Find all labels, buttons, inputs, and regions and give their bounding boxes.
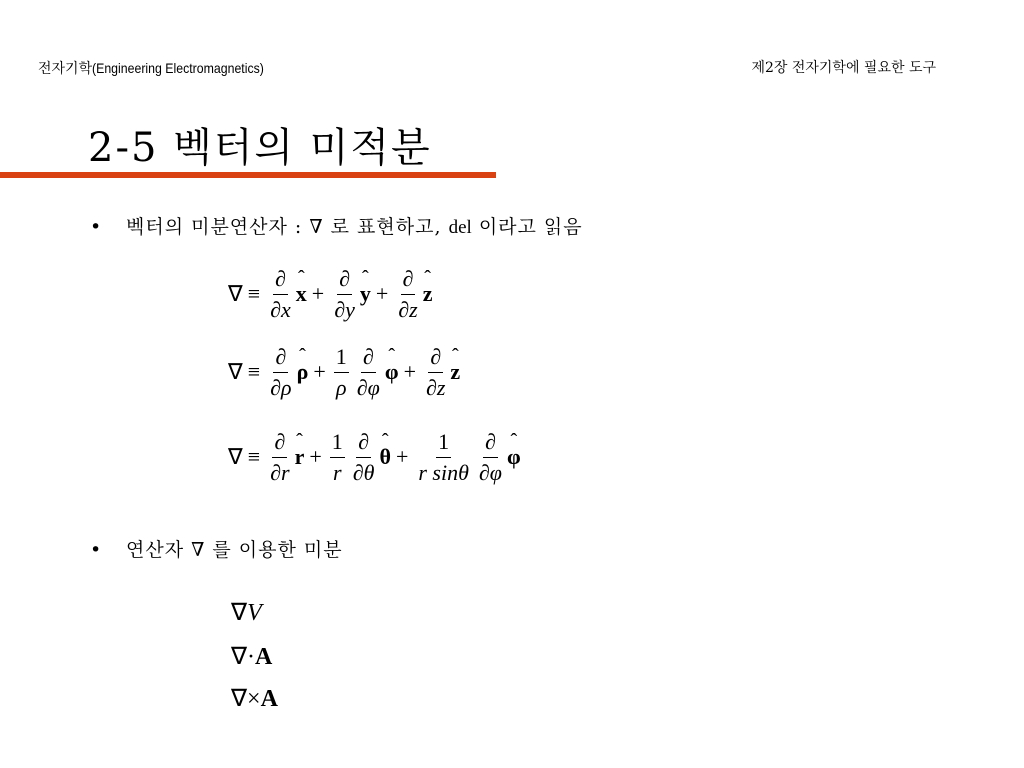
- fraction-numerator: ∂: [428, 342, 443, 373]
- bullet-text: 벡터의 미분연산자 : ∇ 로 표현하고,: [126, 216, 449, 238]
- fraction: [268, 427, 291, 488]
- fraction-numerator: 1: [334, 342, 349, 373]
- bullet-del-derivatives: [90, 537, 343, 563]
- bullet-dot: •: [90, 216, 102, 238]
- nabla-symbol: ∇: [228, 444, 243, 469]
- fraction-numerator: ∂: [273, 264, 288, 295]
- equation-del-cartesian: [228, 258, 432, 330]
- operator-operand: A: [260, 686, 278, 712]
- plus-symbol: +: [403, 359, 416, 384]
- fraction: [268, 342, 293, 403]
- fraction: [351, 427, 377, 488]
- nabla-symbol: ∇: [228, 359, 243, 384]
- fraction-denominator: ∂z: [425, 374, 446, 400]
- fraction-numerator: ∂: [337, 264, 352, 295]
- unit-vector-r: ˆ r: [295, 444, 305, 470]
- fraction-denominator: ∂φ: [356, 374, 380, 400]
- plus-symbol: +: [395, 444, 409, 469]
- plus-symbol: +: [311, 281, 325, 306]
- course-title-korean: 전자기학: [38, 61, 93, 77]
- fraction-denominator: ∂φ: [478, 459, 502, 485]
- fraction-numerator: ∂: [401, 264, 416, 295]
- fraction-numerator: ∂: [272, 427, 287, 458]
- fraction: [330, 427, 345, 488]
- fraction-denominator: ∂θ: [352, 459, 375, 485]
- fraction-numerator: ∂: [361, 342, 376, 373]
- unit-vector-x: ˆ x: [296, 281, 307, 307]
- course-title-english: (Engineering Electromagnetics): [92, 60, 264, 76]
- equiv-symbol: ≡: [247, 281, 261, 306]
- plus-symbol: +: [313, 359, 326, 384]
- slide-title: 2-5 벡터의 미적분: [88, 125, 432, 171]
- fraction-numerator: 1: [436, 427, 451, 458]
- operator-prefix: ∇·: [231, 644, 256, 670]
- fraction-numerator: ∂: [483, 427, 498, 458]
- unit-vector-phi: ˆ φ: [385, 359, 399, 385]
- divergence-expression: [231, 642, 272, 672]
- fraction: [355, 342, 382, 403]
- plus-symbol: +: [375, 281, 389, 306]
- fraction: [424, 342, 447, 403]
- equation-del-spherical: [228, 420, 521, 494]
- fraction: [396, 264, 419, 325]
- operator-operand: A: [255, 644, 273, 670]
- unit-vector-z: ˆ z: [423, 281, 433, 307]
- fraction-numerator: ∂: [356, 427, 371, 458]
- fraction-denominator: ∂z: [398, 296, 418, 322]
- unit-vector-rho: ˆ ρ: [297, 359, 309, 385]
- equiv-symbol: ≡: [247, 444, 261, 469]
- plus-symbol: +: [309, 444, 322, 469]
- fraction-denominator: ∂r: [270, 459, 290, 485]
- fraction-denominator: r sinθ: [418, 459, 469, 485]
- bullet-text: 연산자 ∇ 를 이용한 미분: [126, 539, 343, 561]
- operator-prefix: ∇×: [231, 686, 261, 712]
- fraction: [332, 264, 357, 325]
- gradient-expression: [231, 598, 262, 628]
- fraction-numerator: ∂: [273, 342, 288, 373]
- bullet-dot: •: [90, 539, 102, 561]
- fraction-denominator: ∂x: [270, 296, 291, 322]
- fraction-denominator: ∂y: [334, 296, 355, 322]
- title-underline-bar: [0, 172, 496, 178]
- fraction: [477, 427, 504, 488]
- bullet-del-word: del: [448, 217, 472, 238]
- operator-prefix: ∇: [231, 600, 248, 626]
- header-chapter-title: 제2장 전자기학에 필요한 도구: [751, 60, 936, 76]
- fraction-denominator: r: [332, 459, 342, 485]
- fraction: [334, 342, 349, 403]
- curl-expression: [231, 684, 278, 714]
- header-course-title: [38, 58, 287, 79]
- fraction-denominator: ∂ρ: [270, 374, 292, 400]
- equiv-symbol: ≡: [247, 359, 261, 384]
- unit-vector-z: ˆ z: [450, 359, 460, 385]
- fraction-denominator: ρ: [336, 374, 347, 400]
- equation-del-cylindrical: [228, 335, 460, 409]
- fraction: [268, 264, 293, 325]
- unit-vector-y: ˆ y: [360, 281, 371, 307]
- bullet-text-end: 이라고 읽음: [471, 216, 583, 238]
- unit-vector-theta: ˆ θ: [379, 444, 390, 470]
- operator-operand: V: [247, 600, 262, 626]
- fraction: [416, 427, 471, 488]
- unit-vector-phi: ˆ φ: [507, 444, 521, 470]
- fraction-numerator: 1: [330, 427, 345, 458]
- nabla-symbol: ∇: [228, 281, 243, 306]
- bullet-del-operator: [90, 214, 583, 241]
